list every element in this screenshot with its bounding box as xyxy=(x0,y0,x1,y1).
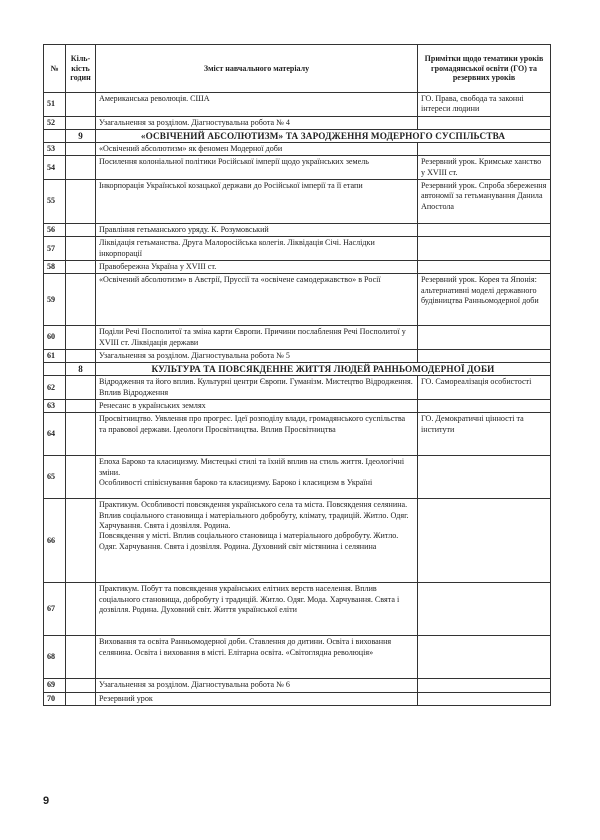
lesson-number: 55 xyxy=(44,180,66,224)
lesson-notes: ГО. Самореалізація особистості xyxy=(418,376,551,400)
lesson-number: 68 xyxy=(44,636,66,679)
lesson-hours xyxy=(66,326,96,350)
lesson-content: Узагальнення за розділом. Діагностувальна робота № 6 xyxy=(96,679,418,692)
table-row xyxy=(44,93,551,117)
lesson-number: 53 xyxy=(44,143,66,156)
lesson-number: 60 xyxy=(44,326,66,350)
lesson-notes xyxy=(418,116,551,129)
header-hours: Кіль-кість годин xyxy=(66,45,96,93)
section-row xyxy=(44,129,551,142)
lesson-hours xyxy=(66,636,96,679)
section-row xyxy=(44,363,551,376)
page-number: 9 xyxy=(43,795,50,807)
lesson-content: Ліквідація гетьманства. Друга Малоросійська колегія. Ліквідація Січі. Наслідки інкорпорації xyxy=(96,237,418,261)
lesson-hours xyxy=(66,413,96,456)
lesson-content: Інкорпорація Української козацької держави до Російської імперії та її етапи xyxy=(96,180,418,224)
lesson-number: 54 xyxy=(44,156,66,180)
lesson-notes: ГО. Демократичні цінності та інститути xyxy=(418,413,551,456)
table-row xyxy=(44,116,551,129)
lesson-content: Посилення колоніальної політики Російської імперії щодо українських земель xyxy=(96,156,418,180)
table-row xyxy=(44,260,551,273)
section-hours: 9 xyxy=(66,129,96,142)
lesson-notes: Резервний урок. Спроба збереження автономії за гетьманування Данила Апостола xyxy=(418,180,551,224)
lesson-hours xyxy=(66,93,96,117)
table-row xyxy=(44,692,551,705)
lesson-hours xyxy=(66,274,96,326)
lesson-number: 57 xyxy=(44,237,66,261)
table-row xyxy=(44,274,551,326)
table-row xyxy=(44,400,551,413)
table-row xyxy=(44,156,551,180)
lesson-notes: ГО. Права, свобода та законні інтереси людини xyxy=(418,93,551,117)
content-paragraph: Практикум. Особливості повсякдення українського села та міста. Повсякдення селянина. Вплив соціального становища і матеріального добробуту, клімату, традицій. Житло. Одяг. Харчування. Свята і дозвілля. Родина. xyxy=(99,500,409,530)
lesson-number: 65 xyxy=(44,456,66,499)
lesson-notes xyxy=(418,400,551,413)
lesson-hours xyxy=(66,692,96,705)
lesson-notes xyxy=(418,456,551,499)
lesson-content: Резервний урок xyxy=(96,692,418,705)
lesson-notes xyxy=(418,583,551,636)
lesson-hours xyxy=(66,349,96,362)
table-row xyxy=(44,636,551,679)
lesson-content: Американська революція. США xyxy=(96,93,418,117)
lesson-notes: Резервний урок. Корея та Японія: альтернативні моделі державного будівництва Ранньомодерної доби xyxy=(418,274,551,326)
section-hours: 8 xyxy=(66,363,96,376)
header-notes: Примітки щодо тематики уроків громадянської освіти (ГО) та резервних уроків xyxy=(418,45,551,93)
lesson-number: 64 xyxy=(44,413,66,456)
lesson-notes xyxy=(418,499,551,583)
lesson-number: 63 xyxy=(44,400,66,413)
lesson-content: Відродження та його вплив. Культурні центри Європи. Гуманізм. Мистецтво Відродження. Вплив Відродження xyxy=(96,376,418,400)
lesson-content: Виховання та освіта Ранньомодерної доби. Ставлення до дитини. Освіта і виховання селянина. Освіта і виховання в місті. Елітарна освіта. «Світоглядна революція» xyxy=(96,636,418,679)
lesson-hours xyxy=(66,143,96,156)
lesson-number: 52 xyxy=(44,116,66,129)
lesson-content: «Освічений абсолютизм» в Австрії, Пруссії та «освічене самодержавство» в Росії xyxy=(96,274,418,326)
lesson-notes xyxy=(418,326,551,350)
lesson-notes xyxy=(418,260,551,273)
lesson-number: 56 xyxy=(44,224,66,237)
table-row xyxy=(44,413,551,456)
lesson-content: Узагальнення за розділом. Діагностувальна робота № 4 xyxy=(96,116,418,129)
table-row xyxy=(44,326,551,350)
lesson-content xyxy=(96,499,418,583)
lesson-number: 62 xyxy=(44,376,66,400)
lesson-number: 70 xyxy=(44,692,66,705)
lesson-hours xyxy=(66,237,96,261)
lesson-hours xyxy=(66,456,96,499)
lesson-content: Правобережна Україна у XVIII ст. xyxy=(96,260,418,273)
lesson-notes xyxy=(418,636,551,679)
lesson-content: Ренесанс в українських землях xyxy=(96,400,418,413)
lesson-hours xyxy=(66,679,96,692)
header-content: Зміст навчального матеріалу xyxy=(96,45,418,93)
section-title: КУЛЬТУРА ТА ПОВСЯКДЕННЕ ЖИТТЯ ЛЮДЕЙ РАННЬОМОДЕРНОЇ ДОБИ xyxy=(96,363,551,376)
lesson-hours xyxy=(66,583,96,636)
lesson-notes xyxy=(418,692,551,705)
lesson-hours xyxy=(66,224,96,237)
lesson-hours xyxy=(66,376,96,400)
lesson-notes xyxy=(418,143,551,156)
curriculum-table xyxy=(43,44,551,706)
table-body xyxy=(44,93,551,706)
lesson-content: Узагальнення за розділом. Діагностувальна робота № 5 xyxy=(96,349,418,362)
lesson-content: Практикум. Побут та повсякдення українських елітних верств населення. Вплив соціального становища, добробуту і традицій. Житло. Одяг. Мода. Харчування. Свята і дозвілля. Родина. Духовний світ. Життя української еліти xyxy=(96,583,418,636)
section-title: «ОСВІЧЕНИЙ АБСОЛЮТИЗМ» ТА ЗАРОДЖЕННЯ МОДЕРНОГО СУСПІЛЬСТВА xyxy=(96,129,551,142)
lesson-hours xyxy=(66,499,96,583)
table-row xyxy=(44,679,551,692)
content-paragraph: Повсякдення у місті. Вплив соціального становища і матеріального добробуту. Житло. Одяг. Харчування. Свята і дозвілля. Родина. Духовний світ містянина і селянина xyxy=(99,531,399,551)
lesson-content: Правління гетьманського уряду. К. Розумовський xyxy=(96,224,418,237)
table-row xyxy=(44,583,551,636)
lesson-hours xyxy=(66,180,96,224)
lesson-content: «Освічений абсолютизм» як феномен Модерної доби xyxy=(96,143,418,156)
header-num: № xyxy=(44,45,66,93)
lesson-notes: Резервний урок. Кримське ханство у XVIII ст. xyxy=(418,156,551,180)
lesson-notes xyxy=(418,224,551,237)
lesson-notes xyxy=(418,237,551,261)
table-row xyxy=(44,143,551,156)
table-row xyxy=(44,376,551,400)
lesson-number: 58 xyxy=(44,260,66,273)
table-header-row xyxy=(44,45,551,93)
table-row xyxy=(44,180,551,224)
lesson-hours xyxy=(66,116,96,129)
lesson-content xyxy=(96,456,418,499)
lesson-content: Просвітництво. Уявлення про прогрес. Ідеї розподілу влади, громадянського суспільства та правової держави. Ідеологи Просвітництва. Вплив Просвітництва xyxy=(96,413,418,456)
table-row xyxy=(44,349,551,362)
lesson-number: 69 xyxy=(44,679,66,692)
lesson-notes xyxy=(418,679,551,692)
lesson-number: 59 xyxy=(44,274,66,326)
table-row xyxy=(44,224,551,237)
lesson-content: Поділи Речі Посполитої та зміна карти Європи. Причини послаблення Речі Посполитої у XVIII ст. Ліквідація держави xyxy=(96,326,418,350)
lesson-notes xyxy=(418,349,551,362)
lesson-hours xyxy=(66,260,96,273)
section-num-cell xyxy=(44,363,66,376)
table-row xyxy=(44,237,551,261)
section-num-cell xyxy=(44,129,66,142)
lesson-number: 67 xyxy=(44,583,66,636)
lesson-hours xyxy=(66,156,96,180)
lesson-number: 66 xyxy=(44,499,66,583)
lesson-number: 51 xyxy=(44,93,66,117)
content-paragraph: Особливості співіснування бароко та класицизму. Бароко і класицизм в Україні xyxy=(99,477,373,487)
content-paragraph: Епоха Бароко та класицизму. Мистецькі стилі та їхній вплив на стиль життя. Ідеологічні зміни. xyxy=(99,457,405,477)
table-row xyxy=(44,456,551,499)
lesson-number: 61 xyxy=(44,349,66,362)
table-row xyxy=(44,499,551,583)
lesson-hours xyxy=(66,400,96,413)
